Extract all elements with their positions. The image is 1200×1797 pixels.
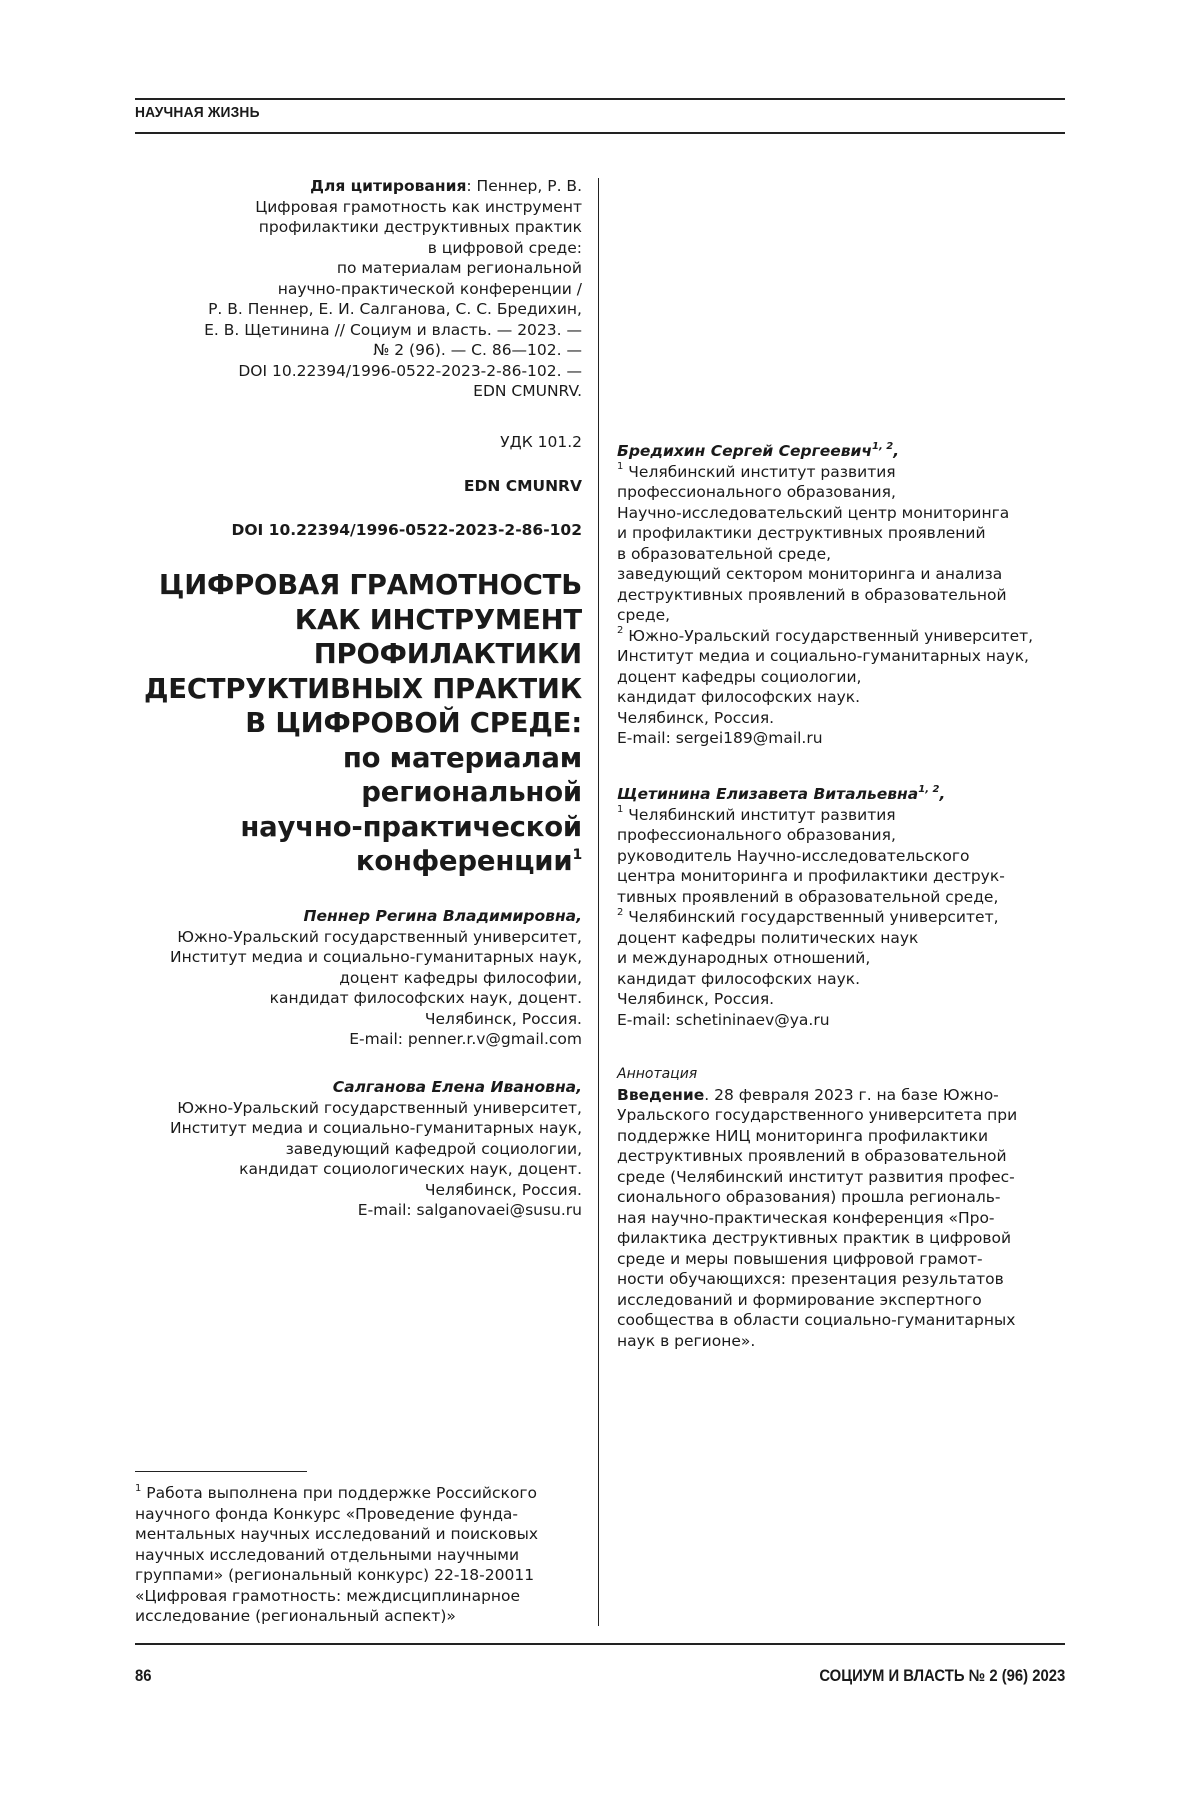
footnote-mark: 1 bbox=[135, 1483, 141, 1494]
author-email: E-mail: schetininaev@ya.ru bbox=[617, 1010, 1072, 1031]
author-salganova bbox=[135, 1077, 582, 1221]
title-line: конференции1 bbox=[120, 844, 582, 879]
footnote: 1 Работа выполнена при поддержке Российского научного фонда Конкурс «Проведение фунда- ментальных научных исследований и поисковых научных исследований отдельными научными группами» (региональный конкурс) 22-18-20011 «Цифровая грамотность: междисциплинарное исследование (региональный аспект)» bbox=[135, 1483, 582, 1627]
title-line: ЦИФРОВАЯ ГРАМОТНОСТЬ bbox=[120, 568, 582, 603]
page-number: 86 bbox=[135, 1667, 152, 1686]
author-affiliation: Институт медиа и социально-гуманитарных наук, bbox=[135, 1118, 582, 1139]
article-title bbox=[120, 568, 582, 879]
author-location: Челябинск, Россия. bbox=[135, 1009, 582, 1030]
author-degree: кандидат социологических наук, доцент. bbox=[135, 1159, 582, 1180]
author-name-line: Бредихин Сергей Сергеевич1, 2, bbox=[617, 441, 1072, 462]
citation-line: Цифровая грамотность как инструмент bbox=[135, 197, 582, 218]
author-name: Пеннер Регина Владимировна, bbox=[135, 906, 582, 927]
author-email: E-mail: salganovaei@susu.ru bbox=[135, 1200, 582, 1221]
author-penner bbox=[135, 906, 582, 1050]
header-bottom-rule bbox=[135, 132, 1065, 134]
author-name: Щетинина Елизавета Витальевна bbox=[617, 785, 918, 803]
author-name-line: Щетинина Елизавета Витальевна1, 2, bbox=[617, 784, 1072, 805]
udk-code: УДК 101.2 bbox=[135, 432, 582, 453]
citation-line: в цифровой среде: bbox=[135, 238, 582, 259]
abstract-lead: Введение bbox=[617, 1086, 704, 1104]
title-line: научно-практической bbox=[120, 810, 582, 845]
author-affiliation: Институт медиа и социально-гуманитарных наук, bbox=[135, 947, 582, 968]
footnote-rule bbox=[135, 1471, 307, 1472]
citation-line: научно-практической конференции / bbox=[135, 279, 582, 300]
citation-line: EDN CMUNRV. bbox=[135, 381, 582, 402]
title-line: региональной bbox=[120, 775, 582, 810]
title-footnote-mark: 1 bbox=[572, 847, 582, 863]
citation-line: DOI 10.22394/1996-0522-2023-2-86-102. — bbox=[135, 361, 582, 382]
title-line: по материалам bbox=[120, 741, 582, 776]
title-line: В ЦИФРОВОЙ СРЕДЕ: bbox=[120, 706, 582, 741]
citation-line: № 2 (96). — С. 86—102. — bbox=[135, 340, 582, 361]
citation-line: Р. В. Пеннер, Е. И. Салганова, С. С. Бредихин, bbox=[135, 299, 582, 320]
author-affil-marks: 1, 2 bbox=[918, 784, 939, 795]
author-affiliation: Южно-Уральский государственный университет, bbox=[135, 1098, 582, 1119]
citation-line: Для цитирования: Пеннер, Р. В. bbox=[135, 176, 582, 197]
header-top-rule bbox=[135, 98, 1065, 100]
author-position: доцент кафедры философии, bbox=[135, 968, 582, 989]
citation-line: Е. В. Щетинина // Социум и власть. — 2023. — bbox=[135, 320, 582, 341]
author-name: Бредихин Сергей Сергеевич bbox=[617, 442, 872, 460]
citation-block bbox=[135, 176, 582, 402]
author-degree: кандидат философских наук, доцент. bbox=[135, 988, 582, 1009]
journal-name: СОЦИУМ И ВЛАСТЬ № 2 (96) 2023 bbox=[819, 1667, 1065, 1686]
title-line: КАК ИНСТРУМЕНТ bbox=[120, 603, 582, 638]
abstract: Аннотация Введение. 28 февраля 2023 г. на базе Южно- Уральского государственного университета при поддержке НИЦ мониторинга профилактики деструктивных проявлений в образовательной среде (Челябинский институт развития профес- сионального образования) прошла региональ- ная научно-практическая конференция «Про- филактика деструктивных практик в цифровой среде и меры повышения цифровой грамот- ности обучающихся: презентация результатов исследований и формирование экспертного сообщества в области социально-гуманитарных наук в регионе». bbox=[617, 1064, 1072, 1351]
author-name: Салганова Елена Ивановна, bbox=[135, 1077, 582, 1098]
citation-label: Для цитирования bbox=[310, 177, 466, 195]
edn-code: EDN CMUNRV bbox=[135, 476, 582, 497]
author-affiliation: Южно-Уральский государственный университет, bbox=[135, 927, 582, 948]
footer-rule bbox=[135, 1643, 1065, 1645]
column-divider bbox=[598, 178, 599, 1626]
author-location: Челябинск, Россия. bbox=[135, 1180, 582, 1201]
citation-line: по материалам региональной bbox=[135, 258, 582, 279]
abstract-heading: Аннотация bbox=[617, 1064, 1072, 1085]
doi-code: DOI 10.22394/1996-0522-2023-2-86-102 bbox=[135, 520, 582, 541]
author-email: E-mail: penner.r.v@gmail.com bbox=[135, 1029, 582, 1050]
title-line: ПРОФИЛАКТИКИ bbox=[120, 637, 582, 672]
author-position: заведующий кафедрой социологии, bbox=[135, 1139, 582, 1160]
author-bredikhin: Бредихин Сергей Сергеевич1, 2, 1 Челябинский институт развития профессионального образования, Научно-исследовательский центр мониторинга и профилактики деструктивных проявлений в образовательной среде, заведующий сектором мониторинга и анализа деструктивных проявлений в образовательной среде, 2 Южно-Уральский государственный университет, Институт медиа и социально-гуманитарных наук, доцент кафедры социологии, кандидат философских наук. Челябинск, Россия. E-mail: sergei189@mail.ru bbox=[617, 441, 1072, 749]
author-affil-marks: 1, 2 bbox=[872, 441, 893, 452]
author-email: E-mail: sergei189@mail.ru bbox=[617, 728, 1072, 749]
citation-line: профилактики деструктивных практик bbox=[135, 217, 582, 238]
author-schetinina: Щетинина Елизавета Витальевна1, 2, 1 Челябинский институт развития профессионального образования, руководитель Научно-исследовательского центра мониторинга и профилактики деструк- тивных проявлений в образовательной среде, 2 Челябинский государственный университет, доцент кафедры политических наук и международных отношений, кандидат философских наук. Челябинск, Россия. E-mail: schetininaev@ya.ru bbox=[617, 784, 1072, 1030]
title-line: ДЕСТРУКТИВНЫХ ПРАКТИК bbox=[120, 672, 582, 707]
section-label: НАУЧНАЯ ЖИЗНЬ bbox=[135, 104, 260, 121]
